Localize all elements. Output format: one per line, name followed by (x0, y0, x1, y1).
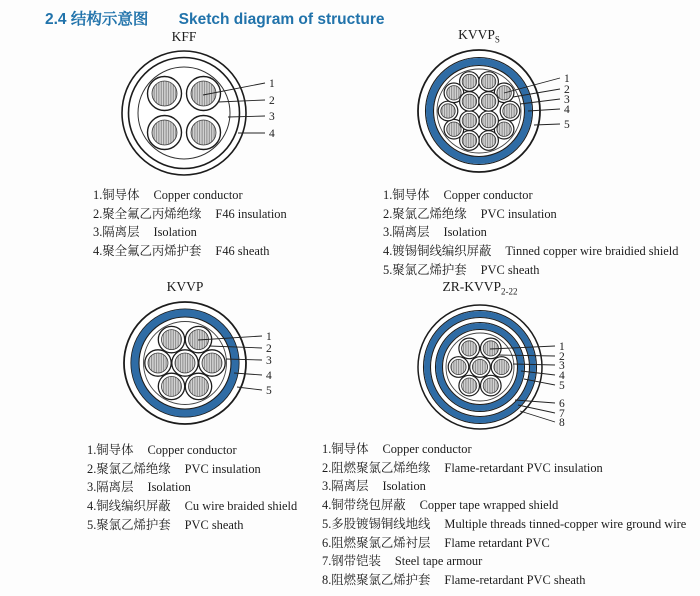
leader-number: 1 (559, 341, 565, 353)
leader-number: 6 (559, 398, 565, 410)
legend-item-en: Isolation (382, 479, 426, 494)
legend-item-cn: 3.隔离层 (383, 225, 430, 240)
legend-item (322, 552, 686, 571)
section-title-cn: 2.4 结构示意图 (45, 11, 149, 28)
legend-kff (93, 186, 287, 261)
diagram-title-main: ZR-KVVP (442, 279, 501, 294)
diagram-title-main: KFF (171, 29, 197, 44)
leader-number: 1 (266, 331, 272, 343)
leader-number: 5 (559, 380, 565, 392)
legend-item-cn: 5.聚氯乙烯护套 (383, 262, 467, 277)
leader-number: 4 (266, 370, 272, 382)
copper-conductor-core (162, 376, 182, 396)
copper-conductor-core (462, 378, 477, 393)
leader-number: 1 (564, 73, 570, 85)
legend-item-en: F46 sheath (215, 244, 270, 259)
legend-item (383, 261, 678, 280)
legend-item-en: Steel tape armour (394, 554, 483, 569)
diagram-title-subscript: 2-22 (501, 286, 518, 297)
legend-item-cn: 1.铜导体 (383, 188, 430, 202)
copper-conductor-core (462, 74, 476, 88)
leader-number: 4 (564, 104, 570, 116)
legend-item-cn: 5.多股镀锡铜线地线 (322, 516, 431, 531)
legend-item-en: Tinned copper wire braidied shield (505, 244, 679, 259)
copper-conductor-core (441, 104, 455, 118)
copper-conductor-core (462, 113, 476, 127)
legend-item-en: Copper conductor (147, 443, 237, 457)
legend-item-cn: 6.阻燃聚氯乙烯衬层 (322, 535, 431, 550)
copper-conductor-core (451, 359, 466, 374)
cable-ring (122, 51, 246, 175)
legend-item-en: PVC insulation (480, 206, 557, 221)
legend-item-en: PVC insulation (184, 461, 261, 476)
leader-number: 2 (269, 95, 275, 107)
legend-item-en: Isolation (443, 225, 487, 240)
legend-item-cn: 4.镀锡铜线编织屏蔽 (383, 244, 492, 259)
legend-item-en: PVC sheath (184, 517, 244, 532)
legend-item-cn: 8.阻燃聚氯乙烯护套 (322, 572, 431, 587)
leader-number: 4 (269, 128, 275, 140)
copper-conductor-core (191, 120, 216, 145)
copper-conductor-core (494, 359, 509, 374)
legend-item-cn: 1.铜导体 (87, 443, 134, 457)
legend-zr-kvvp (322, 440, 686, 590)
legend-item (383, 186, 678, 205)
copper-conductor-core (447, 122, 461, 136)
legend-item-cn: 3.隔离层 (93, 225, 140, 240)
copper-conductor-core (189, 376, 209, 396)
copper-conductor-core (152, 81, 177, 106)
legend-item-cn: 2.聚全氟乙丙烯绝缘 (93, 206, 202, 221)
legend-item-cn: 1.铜导体 (322, 442, 369, 456)
copper-conductor-core (472, 359, 487, 374)
legend-item (383, 223, 678, 242)
legend-item (87, 460, 297, 479)
legend-kvvp (87, 441, 297, 535)
copper-conductor-core (481, 113, 495, 127)
legend-item-cn: 4.铜带绕包屏蔽 (322, 498, 406, 513)
legend-item-en: Flame retardant PVC (444, 535, 550, 550)
legend-item-cn: 3.隔离层 (322, 479, 369, 494)
legend-item-en: F46 insulation (215, 206, 287, 221)
leader-number: 3 (564, 94, 570, 106)
legend-item (322, 496, 686, 515)
copper-conductor-core (503, 104, 517, 118)
legend-item (87, 516, 297, 535)
leader-number: 3 (559, 360, 565, 372)
legend-item (322, 534, 686, 553)
leader-number: 2 (564, 84, 570, 96)
legend-kvvps (383, 186, 678, 280)
legend-item-en: Copper conductor (153, 188, 243, 202)
legend-item (87, 441, 297, 460)
leader-number: 3 (269, 111, 275, 123)
legend-item-cn: 7.钢带铠装 (322, 554, 381, 569)
legend-item (322, 440, 686, 459)
cable-cross-section-kvvp (105, 292, 285, 447)
legend-item-cn: 2.阻燃聚氯乙烯绝缘 (322, 460, 431, 475)
legend-item-cn: 3.隔离层 (87, 480, 134, 495)
copper-conductor-core (462, 94, 476, 108)
legend-item (383, 205, 678, 224)
copper-conductor-core (481, 74, 495, 88)
copper-conductor-core (462, 133, 476, 147)
leader-number: 1 (269, 78, 275, 90)
section-title (45, 7, 385, 29)
legend-item (87, 497, 297, 516)
legend-item (322, 515, 686, 534)
legend-item (93, 242, 287, 261)
legend-item-en: Copper conductor (443, 188, 533, 202)
legend-item-cn: 4.铜线编织屏蔽 (87, 499, 171, 514)
diagram-title-main: KVVP (166, 279, 204, 294)
legend-item-en: Isolation (153, 225, 197, 240)
leader-number: 2 (266, 343, 272, 355)
legend-item-cn: 4.聚全氟乙丙烯护套 (93, 244, 202, 259)
legend-item-en: PVC sheath (480, 262, 540, 277)
copper-conductor-core (447, 86, 461, 100)
copper-conductor-core (162, 330, 182, 350)
legend-item (322, 459, 686, 478)
legend-item (93, 223, 287, 242)
legend-item-en: Multiple threads tinned-copper wire ground wire (444, 516, 687, 531)
legend-item-en: Copper conductor (382, 442, 472, 456)
legend-item-cn: 2.聚氯乙烯绝缘 (87, 461, 171, 476)
legend-item-cn: 5.聚氯乙烯护套 (87, 517, 171, 532)
legend-item (87, 478, 297, 497)
copper-conductor-core (152, 120, 177, 145)
copper-conductor-core (481, 133, 495, 147)
copper-conductor-core (462, 341, 477, 356)
section-title-en: Sketch diagram of structure (178, 11, 385, 28)
leader-number: 4 (559, 370, 565, 382)
legend-item-en: Isolation (147, 480, 191, 495)
legend-item-cn: 1.铜导体 (93, 188, 140, 202)
leader-number: 8 (559, 417, 565, 429)
diagram-title-main: KVVP (458, 27, 495, 42)
cable-cross-section-zr-kvvp (400, 292, 580, 447)
legend-item-cn: 2.聚氯乙烯绝缘 (383, 206, 467, 221)
leader-line (520, 411, 555, 422)
cable-cross-section-kff (105, 42, 285, 192)
copper-conductor-core (148, 353, 168, 373)
cable-ring (418, 50, 540, 172)
copper-conductor-core (483, 378, 498, 393)
leader-number: 5 (266, 385, 272, 397)
leader-number: 7 (559, 408, 565, 420)
leader-number: 5 (564, 119, 570, 131)
legend-item-en: Flame-retardant PVC insulation (444, 460, 603, 475)
copper-conductor-core (202, 353, 222, 373)
legend-item (383, 242, 678, 261)
copper-conductor-core (497, 122, 511, 136)
copper-conductor-core (481, 94, 495, 108)
leader-number: 2 (559, 351, 565, 363)
leader-number: 3 (266, 355, 272, 367)
cable-cross-section-kvvps (405, 40, 585, 190)
legend-item (322, 571, 686, 590)
diagram-title-subscript: S (494, 34, 500, 45)
legend-item-en: Copper tape wrapped shield (419, 498, 559, 513)
legend-item (93, 186, 287, 205)
legend-item-en: Cu wire braided shield (184, 499, 298, 514)
legend-item-en: Flame-retardant PVC sheath (444, 572, 586, 587)
copper-conductor-core (175, 353, 195, 373)
legend-item (322, 477, 686, 496)
legend-item (93, 205, 287, 224)
